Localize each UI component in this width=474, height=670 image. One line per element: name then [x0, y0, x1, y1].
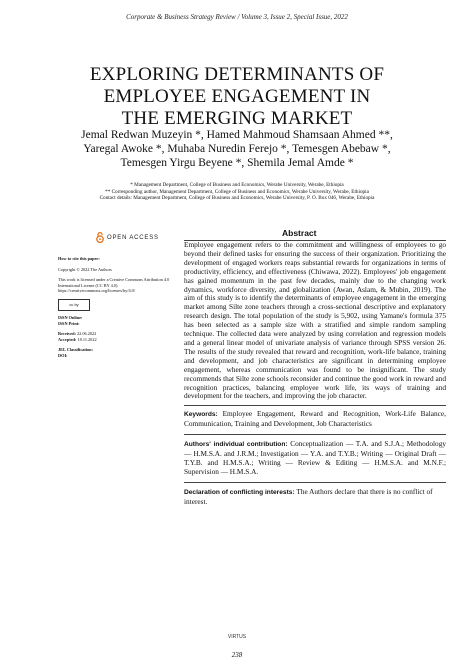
author-line: Temesgen Yirgu Beyene *, Shemila Jemal Amde * — [120, 157, 354, 169]
keywords-label: Keywords: — [184, 411, 218, 419]
conflict-declaration — [184, 488, 446, 507]
paper-title — [20, 64, 454, 130]
license-link[interactable]: https://creativecommons.org/licenses/by/4.0/ — [58, 288, 136, 294]
contrib-text: Conceptualization — T.A. and S.J.A.; Methodology — H.M.S.A. and J.R.M.; Investigation — Y.A. and T.Y.B.; Writing — Original Draft — T.Y.B. and H.M.S.A.; Writing — Review & Editing — H.M.S.A. and M.N.F.; Supervision — H.M.S.A. — [184, 439, 446, 476]
doi-label: DOI: — [58, 352, 68, 358]
citation-label: How to cite this paper: — [58, 256, 100, 261]
citation — [58, 256, 176, 262]
page-number: 238 — [231, 651, 243, 659]
accepted-label: Accepted: — [58, 336, 77, 342]
affiliations — [40, 182, 434, 202]
open-access-label: OPEN ACCESS — [107, 234, 159, 241]
open-lock-icon — [96, 232, 104, 243]
article-info-column — [58, 256, 176, 364]
dates — [58, 331, 176, 342]
title-line: EXPLORING DETERMINANTS OF — [89, 64, 385, 85]
classification — [58, 347, 176, 358]
publisher-logo: VIRTUS — [227, 634, 247, 640]
author-line: Yaregal Awoke *, Muhaba Nuredin Ferejo *, Temesgen Abebaw *, — [83, 143, 391, 155]
running-head: Corporate & Business Strategy Review / Volume 3, Issue 2, Special Issue, 2022 — [126, 13, 348, 21]
keywords-top-rule — [184, 405, 446, 406]
cc-by-icon: cc by — [58, 299, 90, 311]
issn-online-label: ISSN Online: — [58, 314, 83, 320]
affiliation-line: ** Corresponding author, Management Department, College of Business and Economics, Werabe University, Werabe, Ethiopia — [105, 188, 369, 195]
affiliation-line: Contact details: Management Department, College of Business and Economics, Werabe University, P. O. Box 046, Werabe, Ethiopia — [99, 195, 375, 202]
open-access-badge — [96, 232, 159, 243]
decl-label: Declaration of conflicting interests: — [184, 488, 295, 496]
received-date: 22.06.2022 — [76, 331, 97, 337]
author-line: Jemal Redwan Muzeyin *, Hamed Mahmoud Shamsaan Ahmed **, — [81, 129, 393, 141]
author-list — [30, 128, 444, 170]
copyright-notice: Copyright © 2022 The Authors — [58, 266, 112, 272]
abstract-heading: Abstract — [282, 228, 317, 238]
title-line: THE EMERGING MARKET — [121, 108, 353, 129]
license-text — [58, 277, 176, 294]
issn-info — [58, 315, 176, 326]
abstract-text: Employee engagement refers to the commitment and willingness of employees to go beyond their defined tasks for ensuring the success of their organization. Prioritizing the development of engaged workers reaps substantial rewards for organizations in terms of productivity, efficiency, and effectiveness (Chiwawa, 2022). Employees' job engagement has gained momentum in the past few decades, mainly due to the changing work dynamics, workforce diversity, and globalization (Awan, Aslam, & Mubin, 2019). The aim of this study is to identify the determinants of employee engagement in the emerging market among Silte zone teachers through a cross-sectional descriptive and explanatory research design. The total population of the study is 5,902, using Yamane's formula 375 has been selected as a sample size with a stratified and simple random sampling technique. The collected data were analyzed by using correlation and regression models and a general linear model of univariate analysis of variance through SPSS version 26. The results of the study revealed that reward and recognition, work-life balance, training and development, and job characteristics are significant in determining employee engagement, whereas communication was found to be insignificant. The study recommends that Silte zone schools reconsider and continue the good work in reward and recognition practices, balancing employee work life, its ways of training and development for the teachers, and improving the job character. — [184, 240, 447, 401]
decl-text: The Authors declare that there is no conflict of interest. — [184, 486, 433, 506]
accepted-date: 18.11.2022 — [77, 336, 97, 342]
contrib-label: Authors' individual contribution: — [184, 441, 288, 449]
issn-print-label: ISSN Print: — [58, 320, 80, 326]
title-line: EMPLOYEE ENGAGEMENT IN — [103, 86, 371, 107]
author-contributions — [184, 440, 446, 477]
decl-top-rule — [184, 482, 446, 483]
keywords-text: Employee Engagement, Reward and Recognition, Work-Life Balance, Communication, Training and Development, Job Characteristics — [184, 409, 446, 429]
received-label: Received: — [58, 331, 76, 337]
affiliation-line: * Management Department, College of Business and Economics, Werabe University, Werabe, Ethiopia — [130, 182, 344, 188]
keywords — [184, 410, 446, 429]
contrib-top-rule — [184, 434, 446, 435]
jel-label: JEL Classification: — [58, 347, 93, 353]
abstract-column — [184, 241, 446, 507]
license-statement: This work is licensed under a Creative Commons Attribution 4.0 International License (CC BY 4.0). — [58, 277, 170, 288]
